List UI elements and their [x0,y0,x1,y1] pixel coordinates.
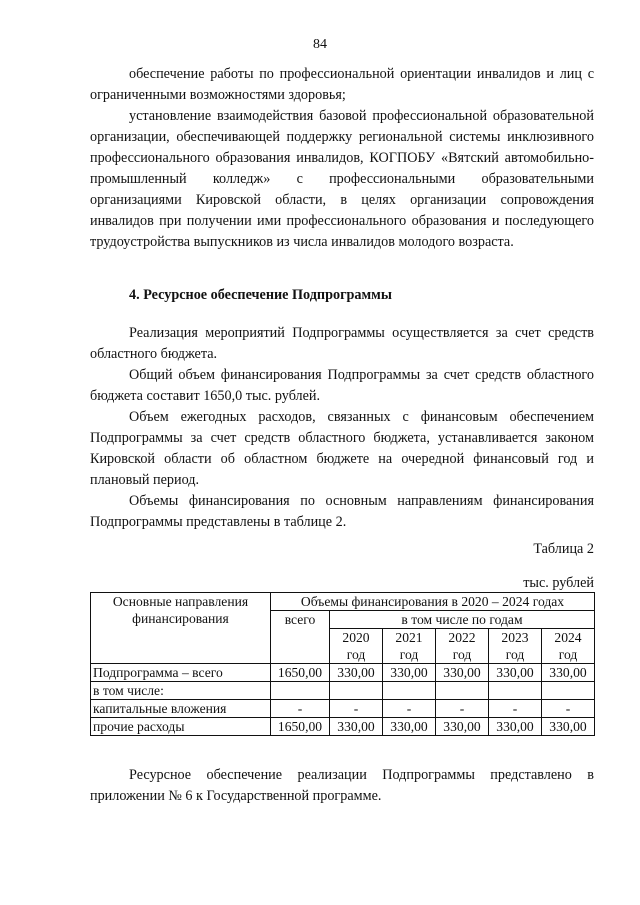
table-cell: 330,00 [542,718,595,736]
table-cell: 330,00 [436,664,489,682]
table-cell: 330,00 [383,718,436,736]
table-cell: 330,00 [330,664,383,682]
header-year: 2022 год [436,629,489,664]
table-cell: 330,00 [383,664,436,682]
table-cell [330,682,383,700]
header-total: всего [271,611,330,664]
table-cell: - [436,700,489,718]
section-heading: 4. Ресурсное обеспечение Подпрограммы [129,287,392,303]
table-cell [489,682,542,700]
header-by-years: в том числе по годам [330,611,595,629]
paragraph: Объем ежегодных расходов, связанных с финансовым обеспечением Подпрограммы за счет средств областного бюджета, устанавливается законом Кировской области об областном бюджете на очередной финансовый год и плановый период. [90,409,594,488]
table-cell [542,682,595,700]
table-row [91,718,595,736]
paragraph: Общий объем финансирования Подпрограммы за счет средств областного бюджета составит 1650,0 тыс. рублей. [90,367,594,404]
paragraph: Реализация мероприятий Подпрограммы осуществляется за счет средств областного бюджета. [90,325,594,362]
row-label: капитальные вложения [91,700,271,718]
table-cell [383,682,436,700]
document-body [90,0,594,807]
table-cell: - [330,700,383,718]
table-cell: - [489,700,542,718]
table-cell: 330,00 [489,664,542,682]
row-label: прочие расходы [91,718,271,736]
table-row [91,682,595,700]
header-year: 2024 год [542,629,595,664]
table-row [91,700,595,718]
table-units: тыс. рублей [523,575,594,591]
paragraph: установление взаимодействия базовой профессиональной образовательной организации, обеспечивающей поддержку региональной системы инклюзивного профессионального образования инвалидов, КОГПОБУ «Вятский автомобильно-промышленный колледж» с профессиональными образовательными организациями Кировской области, в целях организации сопровождения инвалидов при получении ими профессионального образования и последующего трудоустройства выпускников из числа инвалидов молодого возраста. [90,108,594,250]
table-header-row [91,593,595,611]
table-cell [271,682,330,700]
table-caption: Таблица 2 [533,541,594,557]
page-number: 84 [313,37,327,52]
header-year: 2020 год [330,629,383,664]
header-volumes: Объемы финансирования в 2020 – 2024 годах [271,593,595,611]
header-year: 2023 год [489,629,542,664]
table-cell: 1650,00 [271,718,330,736]
table-cell: 330,00 [436,718,489,736]
table-row [91,664,595,682]
table-cell [436,682,489,700]
table-cell: 330,00 [489,718,542,736]
paragraph: Объемы финансирования по основным направлениям финансирования Подпрограммы представлены в таблице 2. [90,493,594,530]
table-cell: 330,00 [330,718,383,736]
paragraph: обеспечение работы по профессиональной ориентации инвалидов и лиц с ограниченными возможностями здоровья; [90,66,594,103]
table-cell: - [542,700,595,718]
table-cell: - [383,700,436,718]
row-label: в том числе: [91,682,271,700]
header-directions: Основные направления финансирования [91,593,271,664]
row-label: Подпрограмма – всего [91,664,271,682]
financing-table [90,592,595,736]
table-cell: 330,00 [542,664,595,682]
table-cell: 1650,00 [271,664,330,682]
table-cell: - [271,700,330,718]
paragraph: Ресурсное обеспечение реализации Подпрограммы представлено в приложении № 6 к Государственной программе. [90,767,594,804]
header-year: 2021 год [383,629,436,664]
